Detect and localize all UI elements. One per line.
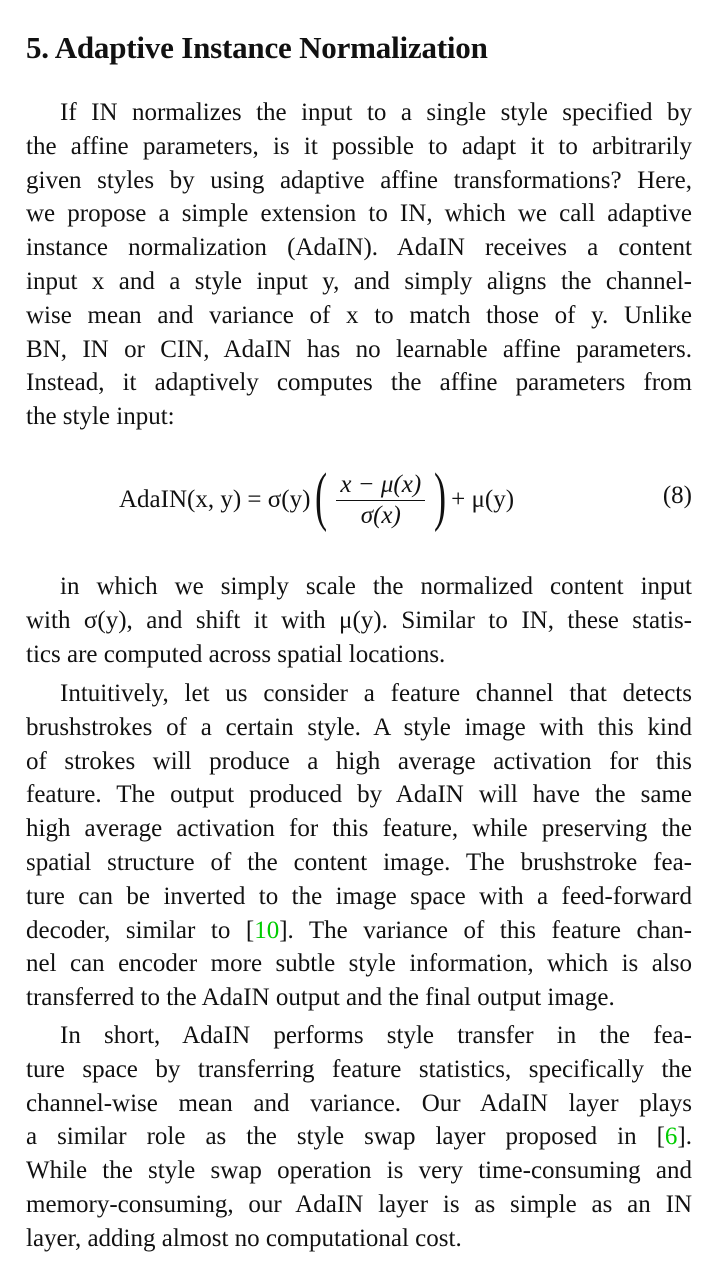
text-line: given styles by using adaptive affine transformations? Here,	[26, 166, 692, 194]
left-paren: (	[315, 460, 328, 533]
section-number: 5.	[26, 30, 49, 65]
text-line: spatial structure of the content image. The brushstroke fea-	[26, 848, 692, 876]
text-line: the style input:	[26, 403, 175, 431]
text-line-with-citation: decoder, similar to [10]. The variance of this feature chan-	[26, 916, 692, 944]
text-line: of strokes will produce a high average activation for this	[26, 747, 692, 775]
equation-number: (8)	[662, 482, 692, 509]
fraction-denominator: σ(x)	[360, 501, 401, 529]
text-line: Intuitively, let us consider a feature channel that detects	[60, 680, 692, 707]
fraction	[336, 470, 425, 531]
text-line: While the style swap operation is very time-consuming and	[26, 1157, 692, 1185]
text-line: with σ(y), and shift it with μ(y). Similar to IN, these statis-	[26, 606, 692, 634]
citation-link[interactable]: 10	[254, 916, 280, 944]
text-line: memory-consuming, our AdaIN layer is as simple as an IN	[26, 1190, 692, 1218]
text-line: in which we simply scale the normalized content input	[60, 573, 692, 600]
text-line: BN, IN or CIN, AdaIN has no learnable affine parameters.	[26, 335, 692, 363]
text-line: high average activation for this feature, while preserving the	[26, 815, 692, 843]
paragraph-summary	[26, 1019, 692, 1256]
text-line: feature. The output produced by AdaIN will have the same	[26, 781, 692, 809]
text-line: input x and a style input y, and simply aligns the channel-	[26, 267, 692, 295]
text-line: wise mean and variance of x to match those of y. Unlike	[26, 301, 692, 329]
equation-rhs: + μ(y)	[451, 486, 515, 513]
text-line-with-citation: a similar role as the style swap layer proposed in [6].	[26, 1123, 692, 1151]
text-line: Instead, it adaptively computes the affine parameters from	[26, 369, 692, 397]
equation-lhs: AdaIN(x, y) = σ(y)	[119, 486, 311, 513]
fraction-numerator: x − μ(x)	[336, 470, 425, 501]
text-line: ture can be inverted to the image space with a feed-forward	[26, 882, 692, 910]
text-line: layer, adding almost no computational cost.	[26, 1224, 462, 1252]
right-paren: )	[434, 460, 447, 533]
text-line: If IN normalizes the input to a single style specified by	[60, 99, 692, 126]
text-line: ture space by transferring feature statistics, specifically the	[26, 1055, 692, 1083]
text-line: brushstrokes of a certain style. A style image with this kind	[26, 713, 692, 741]
equation-8	[26, 460, 692, 540]
text-line: channel-wise mean and variance. Our AdaIN layer plays	[26, 1089, 692, 1117]
text-line: nel can encoder more subtle style information, which is also	[26, 950, 692, 978]
text-line: tics are computed across spatial locations.	[26, 640, 446, 668]
section-title: Adaptive Instance Normalization	[54, 30, 488, 65]
text-line: we propose a simple extension to IN, which we call adaptive	[26, 200, 692, 228]
text-line: instance normalization (AdaIN). AdaIN receives a content	[26, 234, 692, 262]
equation-body	[119, 460, 514, 540]
paragraph-scale-shift	[26, 570, 692, 671]
section-heading	[26, 30, 488, 66]
text-line: In short, AdaIN performs style transfer in the fea-	[60, 1022, 692, 1049]
text-line: transferred to the AdaIN output and the final output image.	[26, 984, 615, 1012]
paragraph-intro	[26, 96, 692, 434]
citation-link[interactable]: 6	[664, 1123, 678, 1151]
paragraph-intuition	[26, 677, 692, 1015]
text-line: the affine parameters, is it possible to adapt it to arbitrarily	[26, 132, 692, 160]
